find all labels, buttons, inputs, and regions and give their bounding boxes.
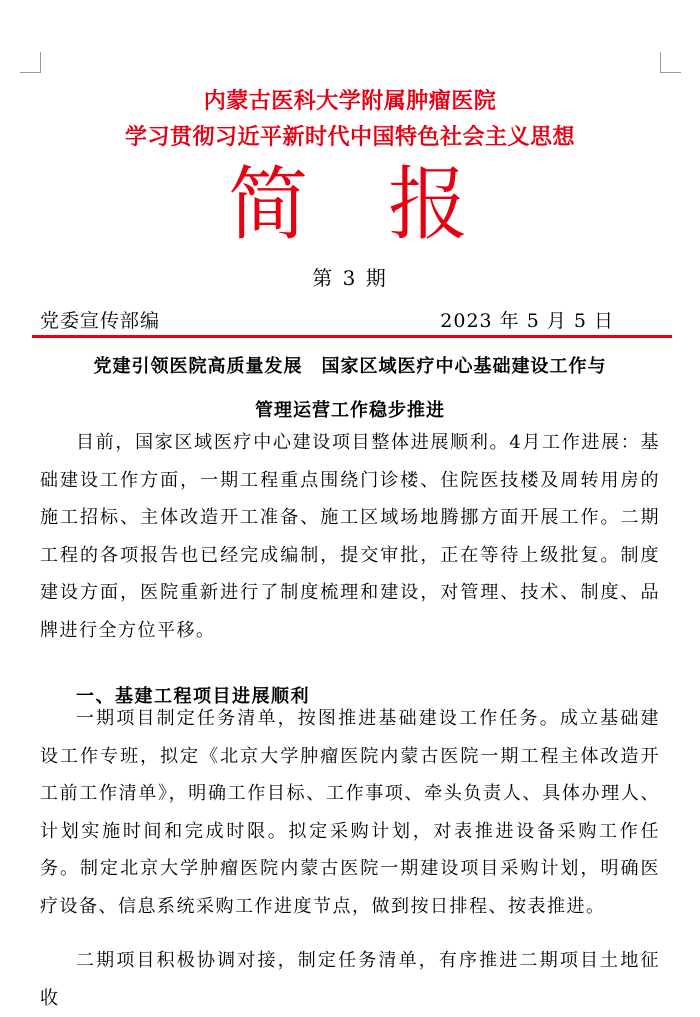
section-heading-1: 一、基建工程项目进展顺利 — [76, 686, 310, 707]
red-divider-line — [32, 335, 672, 338]
publication-date: 2023 年 5 月 5 日 — [440, 310, 614, 332]
issue-number: 第 3 期 — [312, 266, 388, 290]
crop-mark-top-right — [660, 52, 681, 73]
body-paragraph-2: 一期项目制定任务清单，按图推进基础建设工作任务。成立基础建设工作专班，拟定《北京大学肿瘤医院内蒙古医院一期工程主体改造开工前工作清单》，明确工作目标、工作事项、牵头负责人、具体办理人、计划实施时间和完成时限。拟定采购计划，对表推进设备采购工作任务。制定北京大学肿瘤医院内蒙古医院一期建设项目采购计划，明确医疗设备、信息系统采购工作进度节点，做到按日排程、按表推进。 — [40, 708, 660, 917]
institution-name: 内蒙古医科大学附属肿瘤医院 — [203, 89, 497, 114]
article-title-line-1: 党建引领医院高质量发展 国家区域医疗中心基础建设工作与 — [93, 356, 607, 377]
crop-mark-top-left — [20, 52, 41, 73]
body-paragraph-3: 二期项目积极协调对接，制定任务清单，有序推进二期项目土地征收 — [40, 950, 660, 1009]
masthead-char-jian: 简 — [228, 158, 308, 251]
masthead-char-bao: 报 — [388, 158, 468, 251]
article-title-line-2: 管理运营工作稳步推进 — [255, 400, 445, 421]
masthead — [0, 160, 700, 250]
editor-department: 党委宣传部编 — [40, 310, 161, 332]
body-paragraph-1: 目前，国家区域医疗中心建设项目整体进展顺利。4月工作进展：基础建设工作方面，一期工程重点围绕门诊楼、住院医技楼及周转用房的施工招标、主体改造开工准备、施工区域场地腾挪方面开展工作。二期工程的各项报告也已经完成编制，提交审批，正在等待上级批复。制度建设方面，医院重新进行了制度梳理和建设，对管理、技术、制度、品牌进行全方位平移。 — [40, 432, 660, 641]
header-subtitle: 学习贯彻习近平新时代中国特色社会主义思想 — [124, 125, 575, 150]
